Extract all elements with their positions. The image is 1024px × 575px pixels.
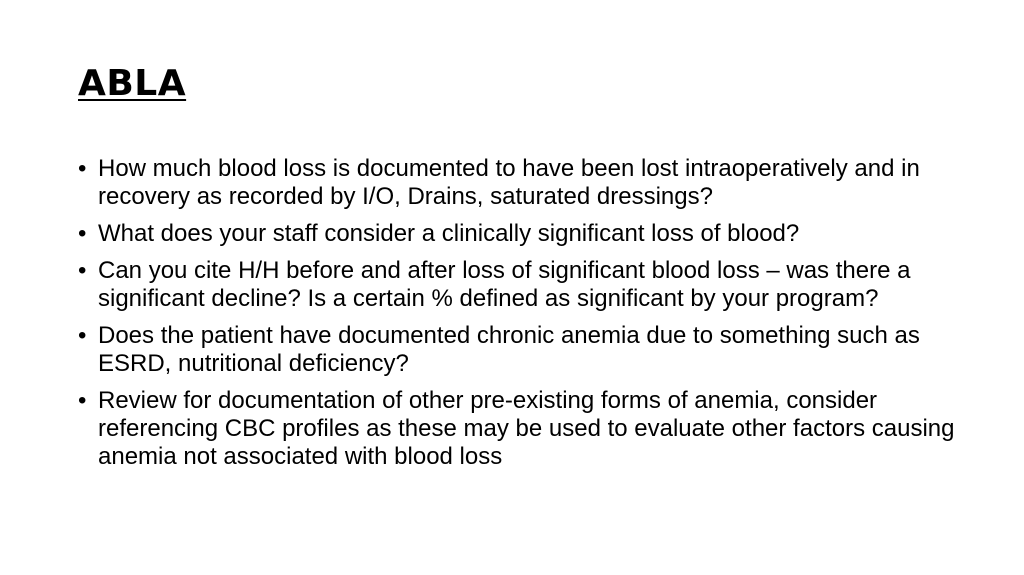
bullet-icon: • [78, 322, 87, 349]
bullet-text: Can you cite H/H before and after loss of significant blood loss – was there a significant decline? Is a certain % defined as significant by your program? [98, 257, 911, 312]
bullet-icon: • [78, 155, 87, 182]
bullet-icon: • [78, 257, 87, 284]
bullet-list [78, 155, 958, 480]
bullet-item [78, 155, 958, 211]
bullet-item [78, 220, 958, 248]
bullet-text: What does your staff consider a clinically significant loss of blood? [98, 220, 800, 247]
bullet-item [78, 322, 958, 378]
bullet-icon: • [78, 387, 87, 414]
bullet-item [78, 387, 958, 471]
bullet-text: How much blood loss is documented to have been lost intraoperatively and in recovery as recorded by I/O, Drains, saturated dressings? [98, 155, 920, 210]
bullet-text: Review for documentation of other pre-existing forms of anemia, consider referencing CBC profiles as these may be used to evaluate other factors causing anemia not associated with blood loss [98, 387, 955, 470]
bullet-text: Does the patient have documented chronic anemia due to something such as ESRD, nutritional deficiency? [98, 322, 920, 377]
slide-title: ABLA [78, 63, 187, 104]
bullet-icon: • [78, 220, 87, 247]
bullet-item [78, 257, 958, 313]
